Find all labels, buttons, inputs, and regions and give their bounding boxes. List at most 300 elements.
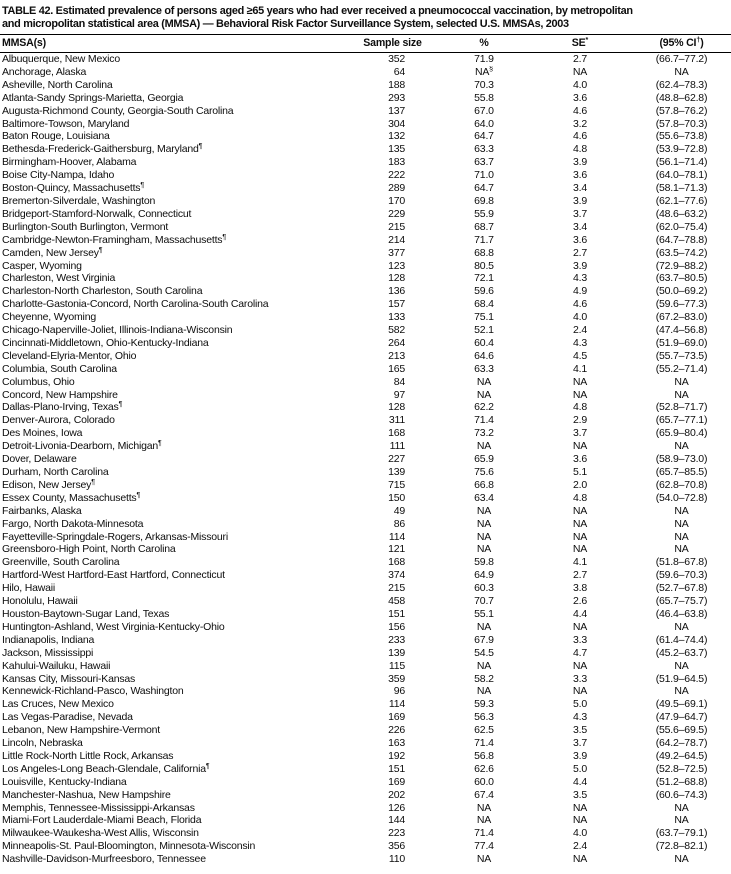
ci-cell: (66.7–77.2) bbox=[655, 53, 708, 65]
percent-cell: NA bbox=[476, 801, 492, 814]
mmsa-name-cell: Kahului-Wailuku, Hawaii bbox=[2, 659, 111, 672]
table-row bbox=[0, 840, 731, 853]
ci-cell: NA bbox=[674, 801, 689, 814]
se-cell: 4.3 bbox=[573, 272, 587, 285]
footnote-marker: § bbox=[489, 65, 494, 73]
se-cell: NA bbox=[572, 504, 588, 517]
table-row bbox=[0, 401, 731, 414]
percent-cell: 56.3 bbox=[474, 711, 494, 724]
mmsa-name-cell: Little Rock-North Little Rock, Arkansas bbox=[2, 749, 174, 762]
mmsa-name-cell: Durham, North Carolina bbox=[2, 466, 109, 478]
se-cell: NA bbox=[572, 543, 588, 556]
se-cell: 3.9 bbox=[573, 156, 587, 169]
sample-size-cell: 213 bbox=[388, 349, 405, 362]
sample-size-cell: 97 bbox=[393, 388, 405, 401]
se-cell: 3.2 bbox=[573, 117, 587, 130]
table-row bbox=[0, 363, 731, 376]
table-row bbox=[0, 750, 731, 763]
ci-cell: (58.1–71.3) bbox=[655, 182, 708, 195]
mmsa-name-cell: Cheyenne, Wyoming bbox=[2, 311, 96, 324]
table-row bbox=[0, 130, 731, 143]
mmsa-name-cell: Cambridge-Newton-Framingham, Massachusetts¶ bbox=[2, 233, 227, 246]
se-cell: 4.7 bbox=[573, 646, 587, 659]
percent-cell: 64.7 bbox=[474, 130, 494, 143]
mmsa-name-cell: Dallas-Plano-Irving, Texas¶ bbox=[2, 401, 123, 414]
se-cell: 3.6 bbox=[573, 169, 587, 182]
se-cell: 2.4 bbox=[573, 324, 587, 337]
ci-cell: (65.9–80.4) bbox=[655, 427, 708, 440]
percent-cell: 75.1 bbox=[474, 311, 494, 324]
percent-cell: NA bbox=[476, 543, 492, 556]
table-row bbox=[0, 543, 731, 556]
mmsa-name-cell: Bethesda-Frederick-Gaithersburg, Maryland¶ bbox=[2, 143, 203, 156]
footnote-marker: † bbox=[696, 37, 701, 44]
se-cell: NA bbox=[572, 853, 588, 866]
percent-cell: 69.8 bbox=[474, 194, 494, 207]
mmsa-name-cell: Indianapolis, Indiana bbox=[2, 633, 95, 646]
mmsa-name-cell: Baton Rouge, Louisiana bbox=[2, 130, 110, 143]
mmsa-name-cell: Kansas City, Missouri-Kansas bbox=[2, 672, 136, 685]
sample-size-cell: 86 bbox=[393, 517, 405, 530]
mmsa-name-cell: Cincinnati-Middletown, Ohio-Kentucky-Indiana bbox=[2, 336, 209, 349]
sample-size-cell: 215 bbox=[388, 220, 405, 233]
table-row bbox=[0, 569, 731, 582]
mmsa-name-cell: Honolulu, Hawaii bbox=[2, 595, 78, 608]
table-title-line2: and micropolitan statistical area (MMSA) — Behavioral Risk Factor Surveillance System, selected U.S. MMSAs, 2003 bbox=[2, 18, 569, 30]
table-title bbox=[0, 0, 731, 31]
sample-size-cell: 128 bbox=[388, 272, 405, 285]
sample-size-cell: 139 bbox=[388, 646, 405, 659]
percent-cell: 59.3 bbox=[474, 698, 494, 711]
sample-size-cell: 110 bbox=[388, 853, 405, 866]
table-row bbox=[0, 414, 731, 427]
ci-cell: (56.1–71.4) bbox=[655, 156, 708, 169]
mmsa-name-cell: Los Angeles-Long Beach-Glendale, California¶ bbox=[2, 762, 210, 775]
table-row bbox=[0, 440, 731, 453]
ci-cell: NA bbox=[674, 388, 689, 401]
se-cell: 3.9 bbox=[573, 259, 587, 272]
table-row bbox=[0, 298, 731, 311]
sample-size-cell: 222 bbox=[388, 169, 405, 182]
table-row bbox=[0, 105, 731, 118]
ci-cell: (50.0–69.2) bbox=[655, 285, 708, 298]
percent-cell: 62.6 bbox=[474, 762, 494, 775]
table-row bbox=[0, 118, 731, 131]
se-cell: 5.1 bbox=[573, 466, 587, 478]
ci-cell: (55.6–73.8) bbox=[655, 130, 708, 143]
percent-cell: 59.8 bbox=[474, 556, 494, 569]
percent-cell: 71.4 bbox=[474, 827, 494, 840]
percent-cell: 54.5 bbox=[474, 646, 494, 659]
percent-cell: 77.4 bbox=[474, 840, 494, 853]
percent-cell: 55.9 bbox=[474, 207, 494, 220]
percent-cell: NA bbox=[476, 620, 492, 633]
mmsa-name-cell: Greenville, South Carolina bbox=[2, 556, 120, 569]
table-row bbox=[0, 195, 731, 208]
percent-cell: 71.9 bbox=[474, 53, 494, 65]
table-row bbox=[0, 66, 731, 79]
ci-cell: (60.6–74.3) bbox=[655, 788, 708, 801]
percent-cell: 67.9 bbox=[474, 633, 494, 646]
se-cell: 3.9 bbox=[573, 749, 587, 762]
sample-size-cell: 136 bbox=[388, 285, 405, 298]
table-row bbox=[0, 556, 731, 569]
sample-size-cell: 64 bbox=[393, 65, 405, 78]
ci-cell: (52.7–67.8) bbox=[655, 582, 708, 595]
percent-cell: 58.2 bbox=[474, 672, 494, 685]
ci-cell: (65.7–75.7) bbox=[655, 595, 708, 608]
ci-cell: NA bbox=[674, 65, 689, 78]
table-row bbox=[0, 272, 731, 285]
sample-size-cell: 202 bbox=[388, 788, 405, 801]
mmsa-name-cell: Camden, New Jersey¶ bbox=[2, 246, 103, 259]
ci-cell: (72.9–88.2) bbox=[655, 259, 708, 272]
mmsa-name-cell: Greensboro-High Point, North Carolina bbox=[2, 543, 176, 556]
percent-cell: 60.4 bbox=[474, 336, 494, 349]
table-body bbox=[0, 53, 731, 867]
ci-cell: (51.2–68.8) bbox=[655, 775, 708, 788]
table-row bbox=[0, 608, 731, 621]
percent-cell: 70.7 bbox=[474, 595, 494, 608]
se-cell: NA bbox=[572, 659, 588, 672]
col-header-se: SE* bbox=[528, 35, 632, 53]
percent-cell: 63.3 bbox=[474, 362, 494, 375]
col-header-ci: (95% CI†) bbox=[632, 35, 731, 53]
mmsa-name-cell: Augusta-Richmond County, Georgia-South Carolina bbox=[2, 104, 234, 117]
table-row bbox=[0, 247, 731, 260]
percent-cell: 70.3 bbox=[474, 78, 494, 91]
se-cell: NA bbox=[572, 517, 588, 530]
table-row bbox=[0, 156, 731, 169]
sample-size-cell: 132 bbox=[388, 130, 405, 143]
footnote-marker: ¶ bbox=[205, 762, 210, 770]
sample-size-cell: 170 bbox=[388, 194, 405, 207]
col-header-percent: % bbox=[440, 35, 528, 53]
percent-cell: 55.1 bbox=[474, 607, 494, 620]
mmsa-name-cell: Jackson, Mississippi bbox=[2, 646, 94, 659]
table-row bbox=[0, 479, 731, 492]
sample-size-cell: 150 bbox=[388, 491, 405, 504]
percent-cell: 68.7 bbox=[474, 220, 494, 233]
table-row bbox=[0, 634, 731, 647]
percent-cell: NA bbox=[476, 853, 492, 866]
mmsa-name-cell: Charleston-North Charleston, South Carolina bbox=[2, 285, 203, 298]
se-cell: 3.4 bbox=[573, 220, 587, 233]
sample-size-cell: 111 bbox=[389, 440, 405, 453]
footnote-marker: ¶ bbox=[198, 143, 203, 151]
se-cell: 3.6 bbox=[573, 91, 587, 104]
mmsa-name-cell: Memphis, Tennessee-Mississippi-Arkansas bbox=[2, 801, 195, 814]
table-row bbox=[0, 492, 731, 505]
sample-size-cell: 227 bbox=[388, 453, 405, 466]
mmsa-name-cell: Hartford-West Hartford-East Hartford, Connecticut bbox=[2, 569, 225, 582]
se-cell: NA bbox=[572, 65, 588, 78]
mmsa-name-cell: Denver-Aurora, Colorado bbox=[2, 414, 115, 427]
ci-cell: (55.2–71.4) bbox=[655, 362, 708, 375]
sample-size-cell: 214 bbox=[388, 233, 405, 246]
se-cell: 3.7 bbox=[573, 207, 587, 220]
mmsa-name-cell: Baltimore-Towson, Maryland bbox=[2, 117, 130, 130]
footnote-marker: ¶ bbox=[118, 401, 123, 409]
ci-cell: (48.6–63.2) bbox=[655, 207, 708, 220]
sample-size-cell: 192 bbox=[388, 749, 405, 762]
se-cell: 4.3 bbox=[573, 336, 587, 349]
ci-cell: (62.0–75.4) bbox=[655, 220, 708, 233]
table-row bbox=[0, 260, 731, 273]
ci-cell: (65.7–85.5) bbox=[655, 466, 708, 478]
se-cell: 3.4 bbox=[573, 182, 587, 195]
ci-cell: (47.9–64.7) bbox=[655, 711, 708, 724]
mmsa-name-cell: Albuquerque, New Mexico bbox=[2, 53, 120, 65]
se-cell: 3.5 bbox=[573, 724, 587, 737]
mmsa-name-cell: Anchorage, Alaska bbox=[2, 65, 87, 78]
mmsa-name-cell: Des Moines, Iowa bbox=[2, 427, 83, 440]
se-cell: NA bbox=[572, 814, 588, 827]
footnote-marker: ¶ bbox=[140, 182, 145, 190]
se-cell: 4.8 bbox=[573, 143, 587, 156]
percent-cell: 68.8 bbox=[474, 246, 494, 259]
ci-cell: NA bbox=[674, 659, 689, 672]
sample-size-cell: 293 bbox=[388, 91, 405, 104]
table-title-line1: TABLE 42. Estimated prevalence of persons aged ≥65 years who had ever received a pneumococcal vaccination, by metropolitan bbox=[2, 5, 633, 17]
sample-size-cell: 121 bbox=[388, 543, 405, 556]
se-cell: 4.8 bbox=[573, 491, 587, 504]
sample-size-cell: 123 bbox=[388, 259, 405, 272]
mmsa-name-cell: Houston-Baytown-Sugar Land, Texas bbox=[2, 607, 170, 620]
se-cell: 3.6 bbox=[573, 453, 587, 466]
sample-size-cell: 715 bbox=[388, 478, 405, 491]
table-row bbox=[0, 234, 731, 247]
percent-cell: 71.0 bbox=[474, 169, 494, 182]
sample-size-cell: 359 bbox=[388, 672, 405, 685]
ci-cell: NA bbox=[674, 543, 689, 556]
table-row bbox=[0, 698, 731, 711]
percent-cell: 80.5 bbox=[474, 259, 494, 272]
mmsa-name-cell: Bremerton-Silverdale, Washington bbox=[2, 194, 156, 207]
table-row bbox=[0, 582, 731, 595]
sample-size-cell: 133 bbox=[388, 311, 405, 324]
se-cell: 4.8 bbox=[573, 401, 587, 414]
se-cell: 5.0 bbox=[573, 698, 587, 711]
ci-cell: (64.0–78.1) bbox=[655, 169, 708, 182]
table-row bbox=[0, 737, 731, 750]
mmsa-name-cell: Edison, New Jersey¶ bbox=[2, 478, 95, 491]
ci-cell: (51.8–67.8) bbox=[655, 556, 708, 569]
mmsa-name-cell: Kennewick-Richland-Pasco, Washington bbox=[2, 685, 184, 698]
se-cell: 3.3 bbox=[573, 633, 587, 646]
mmsa-name-cell: Miami-Fort Lauderdale-Miami Beach, Florida bbox=[2, 814, 202, 827]
table-row bbox=[0, 505, 731, 518]
sample-size-cell: 114 bbox=[388, 698, 405, 711]
se-cell: 4.6 bbox=[573, 130, 587, 143]
percent-cell: 73.2 bbox=[474, 427, 494, 440]
sample-size-cell: 226 bbox=[388, 724, 405, 737]
sample-size-cell: 156 bbox=[388, 620, 405, 633]
percent-cell: 68.4 bbox=[474, 298, 494, 311]
table-row bbox=[0, 182, 731, 195]
ci-cell: (67.2–83.0) bbox=[655, 311, 708, 324]
ci-cell: (65.7–77.1) bbox=[655, 414, 708, 427]
mmsa-name-cell: Las Cruces, New Mexico bbox=[2, 698, 114, 711]
sample-size-cell: 84 bbox=[393, 375, 405, 388]
se-cell: 3.5 bbox=[573, 788, 587, 801]
table-row bbox=[0, 389, 731, 402]
sample-size-cell: 311 bbox=[388, 414, 405, 427]
percent-cell: 60.3 bbox=[474, 582, 494, 595]
percent-cell: 62.2 bbox=[474, 401, 494, 414]
table-row bbox=[0, 169, 731, 182]
percent-cell: 64.7 bbox=[474, 182, 494, 195]
mmsa-name-cell: Huntington-Ashland, West Virginia-Kentucky-Ohio bbox=[2, 620, 225, 633]
ci-cell: (64.7–78.8) bbox=[655, 233, 708, 246]
table-row bbox=[0, 350, 731, 363]
percent-cell: 63.3 bbox=[474, 143, 494, 156]
se-cell: NA bbox=[572, 388, 588, 401]
ci-cell: NA bbox=[674, 853, 689, 866]
ci-cell: (62.4–78.3) bbox=[655, 78, 708, 91]
se-cell: 4.4 bbox=[573, 607, 587, 620]
table-row bbox=[0, 621, 731, 634]
mmsa-name-cell: Las Vegas-Paradise, Nevada bbox=[2, 711, 133, 724]
mmsa-name-cell: Concord, New Hampshire bbox=[2, 388, 118, 401]
table-row bbox=[0, 466, 731, 479]
sample-size-cell: 223 bbox=[388, 827, 405, 840]
ci-cell: NA bbox=[674, 375, 689, 388]
se-cell: 2.7 bbox=[573, 53, 587, 65]
sample-size-cell: 126 bbox=[388, 801, 405, 814]
mmsa-name-cell: Essex County, Massachusetts¶ bbox=[2, 491, 141, 504]
mmsa-name-cell: Boise City-Nampa, Idaho bbox=[2, 169, 115, 182]
percent-cell: 72.1 bbox=[474, 272, 494, 285]
mmsa-name-cell: Casper, Wyoming bbox=[2, 259, 82, 272]
table-row bbox=[0, 814, 731, 827]
se-cell: 5.0 bbox=[573, 762, 587, 775]
mmsa-name-cell: Dover, Delaware bbox=[2, 453, 77, 466]
ci-cell: (49.2–64.5) bbox=[655, 749, 708, 762]
se-cell: NA bbox=[572, 801, 588, 814]
se-cell: 2.4 bbox=[573, 840, 587, 853]
percent-cell: 64.6 bbox=[474, 349, 494, 362]
se-cell: NA bbox=[572, 440, 588, 453]
ci-cell: (59.6–77.3) bbox=[655, 298, 708, 311]
ci-cell: (57.8–76.2) bbox=[655, 104, 708, 117]
table-row bbox=[0, 324, 731, 337]
se-cell: 4.6 bbox=[573, 298, 587, 311]
sample-size-cell: 356 bbox=[388, 840, 405, 853]
table-row bbox=[0, 208, 731, 221]
ci-cell: (54.0–72.8) bbox=[655, 491, 708, 504]
ci-cell: (57.8–70.3) bbox=[655, 117, 708, 130]
percent-cell: 71.4 bbox=[474, 414, 494, 427]
table-row bbox=[0, 660, 731, 673]
col-header-sample-size: Sample size bbox=[345, 35, 440, 53]
table-row bbox=[0, 531, 731, 544]
table-row bbox=[0, 776, 731, 789]
table-row bbox=[0, 789, 731, 802]
ci-cell: (52.8–71.7) bbox=[655, 401, 708, 414]
sample-size-cell: 135 bbox=[388, 143, 405, 156]
mmsa-name-cell: Cleveland-Elyria-Mentor, Ohio bbox=[2, 349, 137, 362]
footnote-marker: ¶ bbox=[222, 233, 227, 241]
mmsa-name-cell: Fairbanks, Alaska bbox=[2, 504, 82, 517]
sample-size-cell: 144 bbox=[388, 814, 405, 827]
sample-size-cell: 128 bbox=[388, 401, 405, 414]
ci-cell: (62.8–70.8) bbox=[655, 478, 708, 491]
table-row bbox=[0, 827, 731, 840]
sample-size-cell: 49 bbox=[393, 504, 405, 517]
ci-cell: (72.8–82.1) bbox=[655, 840, 708, 853]
table-row bbox=[0, 518, 731, 531]
ci-cell: (63.7–80.5) bbox=[655, 272, 708, 285]
percent-cell: 65.9 bbox=[474, 453, 494, 466]
sample-size-cell: 151 bbox=[388, 607, 405, 620]
percent-cell: 56.8 bbox=[474, 749, 494, 762]
footnote-marker: ¶ bbox=[98, 246, 103, 254]
mmsa-name-cell: Lebanon, New Hampshire-Vermont bbox=[2, 724, 161, 737]
col-header-mmsa: MMSA(s) bbox=[0, 35, 345, 53]
mmsa-name-cell: Charlotte-Gastonia-Concord, North Carolina-South Carolina bbox=[2, 298, 269, 311]
footnote-marker: ¶ bbox=[158, 440, 162, 448]
mmsa-name-cell: Fayetteville-Springdale-Rogers, Arkansas-Missouri bbox=[2, 530, 228, 543]
table-row bbox=[0, 853, 731, 866]
ci-cell: (45.2–63.7) bbox=[655, 646, 708, 659]
table-row bbox=[0, 595, 731, 608]
table-row bbox=[0, 285, 731, 298]
se-cell: 4.0 bbox=[573, 78, 587, 91]
se-cell: NA bbox=[572, 685, 588, 698]
table-row bbox=[0, 673, 731, 686]
table-row bbox=[0, 724, 731, 737]
table-row bbox=[0, 685, 731, 698]
percent-cell: NA bbox=[476, 530, 492, 543]
se-cell: 2.0 bbox=[573, 478, 587, 491]
se-cell: 4.6 bbox=[573, 104, 587, 117]
ci-cell: NA bbox=[674, 530, 689, 543]
sample-size-cell: 183 bbox=[388, 156, 405, 169]
sample-size-cell: 96 bbox=[393, 685, 405, 698]
ci-cell: (48.8–62.8) bbox=[655, 91, 708, 104]
se-cell: 4.3 bbox=[573, 711, 587, 724]
table-row bbox=[0, 427, 731, 440]
percent-cell: NA bbox=[476, 388, 492, 401]
sample-size-cell: 168 bbox=[388, 427, 405, 440]
ci-cell: (55.7–73.5) bbox=[655, 349, 708, 362]
percent-cell: 71.7 bbox=[474, 233, 494, 246]
mmsa-name-cell: Hilo, Hawaii bbox=[2, 582, 56, 595]
table-row bbox=[0, 337, 731, 350]
mmsa-name-cell: Manchester-Nashua, New Hampshire bbox=[2, 788, 171, 801]
footnote-marker: ¶ bbox=[136, 491, 141, 499]
sample-size-cell: 374 bbox=[388, 569, 405, 582]
ci-cell: NA bbox=[674, 517, 689, 530]
percent-cell: NA bbox=[476, 440, 492, 453]
percent-cell: NA bbox=[476, 517, 492, 530]
sample-size-cell: 233 bbox=[388, 633, 405, 646]
percent-cell: NA bbox=[476, 659, 492, 672]
table-row bbox=[0, 763, 731, 776]
mmsa-name-cell: Nashville-Davidson-Murfreesboro, Tennessee bbox=[2, 853, 206, 866]
table-row bbox=[0, 711, 731, 724]
ci-cell: (55.6–69.5) bbox=[655, 724, 708, 737]
ci-cell: (59.6–70.3) bbox=[655, 569, 708, 582]
percent-cell: 59.6 bbox=[474, 285, 494, 298]
sample-size-cell: 352 bbox=[388, 53, 405, 65]
se-cell: 3.6 bbox=[573, 233, 587, 246]
mmsa-name-cell: Atlanta-Sandy Springs-Marietta, Georgia bbox=[2, 91, 184, 104]
sample-size-cell: 289 bbox=[388, 182, 405, 195]
sample-size-cell: 169 bbox=[388, 775, 405, 788]
se-cell: 4.5 bbox=[573, 349, 587, 362]
